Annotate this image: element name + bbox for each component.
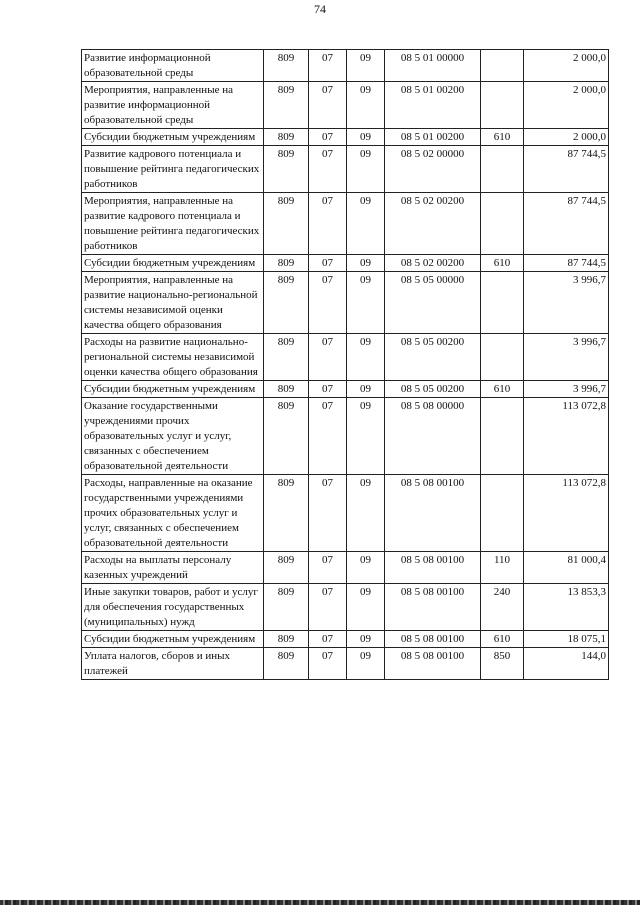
target-article-cell: 08 5 01 00000 xyxy=(385,50,481,82)
amount-cell: 13 853,3 xyxy=(524,584,609,631)
table-row xyxy=(82,146,609,193)
amount-cell: 87 744,5 xyxy=(524,193,609,255)
section-code-cell: 07 xyxy=(309,255,347,272)
amount-cell: 3 996,7 xyxy=(524,381,609,398)
table-row xyxy=(82,631,609,648)
table-row xyxy=(82,129,609,146)
section-code-cell: 07 xyxy=(309,129,347,146)
expense-name-cell: Мероприятия, направленные на развитие кадрового потенциала и повышение рейтинга педагогических работников xyxy=(82,193,264,255)
section-code-cell: 07 xyxy=(309,552,347,584)
target-article-cell: 08 5 08 00100 xyxy=(385,584,481,631)
expense-type-cell xyxy=(481,272,524,334)
section-code-cell: 07 xyxy=(309,631,347,648)
subsection-code-cell: 09 xyxy=(347,552,385,584)
expense-name-cell: Субсидии бюджетным учреждениям xyxy=(82,255,264,272)
expense-type-cell xyxy=(481,50,524,82)
department-code-cell: 809 xyxy=(264,50,309,82)
expense-name-cell: Оказание государственными учреждениями прочих образовательных услуг и услуг, связанных с обеспечением образовательной деятельности xyxy=(82,398,264,475)
department-code-cell: 809 xyxy=(264,334,309,381)
expense-type-cell xyxy=(481,193,524,255)
section-code-cell: 07 xyxy=(309,50,347,82)
expense-type-cell xyxy=(481,398,524,475)
target-article-cell: 08 5 05 00000 xyxy=(385,272,481,334)
table-row xyxy=(82,272,609,334)
department-code-cell: 809 xyxy=(264,648,309,680)
expense-name-cell: Субсидии бюджетным учреждениям xyxy=(82,381,264,398)
table-row xyxy=(82,334,609,381)
target-article-cell: 08 5 08 00100 xyxy=(385,631,481,648)
table-row xyxy=(82,381,609,398)
scan-edge-artifact xyxy=(0,900,640,905)
amount-cell: 113 072,8 xyxy=(524,398,609,475)
table-row xyxy=(82,255,609,272)
subsection-code-cell: 09 xyxy=(347,82,385,129)
amount-cell: 113 072,8 xyxy=(524,475,609,552)
department-code-cell: 809 xyxy=(264,552,309,584)
table-row xyxy=(82,475,609,552)
expense-type-cell xyxy=(481,82,524,129)
section-code-cell: 07 xyxy=(309,584,347,631)
subsection-code-cell: 09 xyxy=(347,648,385,680)
amount-cell: 2 000,0 xyxy=(524,129,609,146)
subsection-code-cell: 09 xyxy=(347,146,385,193)
table-row xyxy=(82,648,609,680)
department-code-cell: 809 xyxy=(264,272,309,334)
target-article-cell: 08 5 02 00000 xyxy=(385,146,481,193)
expense-name-cell: Субсидии бюджетным учреждениям xyxy=(82,631,264,648)
expense-type-cell: 610 xyxy=(481,631,524,648)
department-code-cell: 809 xyxy=(264,255,309,272)
target-article-cell: 08 5 08 00000 xyxy=(385,398,481,475)
subsection-code-cell: 09 xyxy=(347,129,385,146)
target-article-cell: 08 5 08 00100 xyxy=(385,552,481,584)
subsection-code-cell: 09 xyxy=(347,381,385,398)
section-code-cell: 07 xyxy=(309,475,347,552)
expense-type-cell: 610 xyxy=(481,255,524,272)
amount-cell: 18 075,1 xyxy=(524,631,609,648)
expense-name-cell: Иные закупки товаров, работ и услуг для обеспечения государственных (муниципальных) нужд xyxy=(82,584,264,631)
amount-cell: 2 000,0 xyxy=(524,50,609,82)
target-article-cell: 08 5 05 00200 xyxy=(385,334,481,381)
section-code-cell: 07 xyxy=(309,334,347,381)
expense-type-cell: 110 xyxy=(481,552,524,584)
section-code-cell: 07 xyxy=(309,398,347,475)
department-code-cell: 809 xyxy=(264,398,309,475)
subsection-code-cell: 09 xyxy=(347,631,385,648)
table-row xyxy=(82,82,609,129)
expense-type-cell: 240 xyxy=(481,584,524,631)
department-code-cell: 809 xyxy=(264,82,309,129)
table-row xyxy=(82,50,609,82)
target-article-cell: 08 5 02 00200 xyxy=(385,255,481,272)
amount-cell: 87 744,5 xyxy=(524,255,609,272)
expense-type-cell xyxy=(481,146,524,193)
department-code-cell: 809 xyxy=(264,193,309,255)
subsection-code-cell: 09 xyxy=(347,255,385,272)
table-body xyxy=(82,50,609,680)
expense-name-cell: Развитие информационной образовательной среды xyxy=(82,50,264,82)
expense-name-cell: Субсидии бюджетным учреждениям xyxy=(82,129,264,146)
expense-name-cell: Расходы, направленные на оказание государственными учреждениями прочих образовательных услуг и услуг, связанных с обеспечением образовательной деятельности xyxy=(82,475,264,552)
expense-name-cell: Уплата налогов, сборов и иных платежей xyxy=(82,648,264,680)
target-article-cell: 08 5 08 00100 xyxy=(385,475,481,552)
amount-cell: 87 744,5 xyxy=(524,146,609,193)
table-row xyxy=(82,584,609,631)
section-code-cell: 07 xyxy=(309,193,347,255)
subsection-code-cell: 09 xyxy=(347,475,385,552)
section-code-cell: 07 xyxy=(309,82,347,129)
amount-cell: 81 000,4 xyxy=(524,552,609,584)
target-article-cell: 08 5 08 00100 xyxy=(385,648,481,680)
expense-type-cell: 850 xyxy=(481,648,524,680)
target-article-cell: 08 5 02 00200 xyxy=(385,193,481,255)
section-code-cell: 07 xyxy=(309,381,347,398)
target-article-cell: 08 5 01 00200 xyxy=(385,129,481,146)
department-code-cell: 809 xyxy=(264,584,309,631)
target-article-cell: 08 5 01 00200 xyxy=(385,82,481,129)
expense-name-cell: Развитие кадрового потенциала и повышение рейтинга педагогических работников xyxy=(82,146,264,193)
expense-type-cell xyxy=(481,475,524,552)
amount-cell: 3 996,7 xyxy=(524,272,609,334)
subsection-code-cell: 09 xyxy=(347,272,385,334)
department-code-cell: 809 xyxy=(264,129,309,146)
section-code-cell: 07 xyxy=(309,648,347,680)
expense-name-cell: Мероприятия, направленные на развитие национально-региональной системы независимой оценки качества общего образования xyxy=(82,272,264,334)
amount-cell: 144,0 xyxy=(524,648,609,680)
expense-name-cell: Мероприятия, направленные на развитие информационной образовательной среды xyxy=(82,82,264,129)
table-row xyxy=(82,193,609,255)
expense-type-cell xyxy=(481,334,524,381)
subsection-code-cell: 09 xyxy=(347,584,385,631)
section-code-cell: 07 xyxy=(309,272,347,334)
target-article-cell: 08 5 05 00200 xyxy=(385,381,481,398)
department-code-cell: 809 xyxy=(264,146,309,193)
subsection-code-cell: 09 xyxy=(347,193,385,255)
page-number: 74 xyxy=(314,2,326,16)
table-row xyxy=(82,398,609,475)
expense-name-cell: Расходы на выплаты персоналу казенных учреждений xyxy=(82,552,264,584)
subsection-code-cell: 09 xyxy=(347,334,385,381)
expense-name-cell: Расходы на развитие национально-региональной системы независимой оценки качества общего образования xyxy=(82,334,264,381)
department-code-cell: 809 xyxy=(264,475,309,552)
expense-type-cell: 610 xyxy=(481,129,524,146)
subsection-code-cell: 09 xyxy=(347,50,385,82)
subsection-code-cell: 09 xyxy=(347,398,385,475)
section-code-cell: 07 xyxy=(309,146,347,193)
budget-table xyxy=(81,49,609,680)
amount-cell: 2 000,0 xyxy=(524,82,609,129)
amount-cell: 3 996,7 xyxy=(524,334,609,381)
department-code-cell: 809 xyxy=(264,631,309,648)
table-row xyxy=(82,552,609,584)
expense-type-cell: 610 xyxy=(481,381,524,398)
department-code-cell: 809 xyxy=(264,381,309,398)
